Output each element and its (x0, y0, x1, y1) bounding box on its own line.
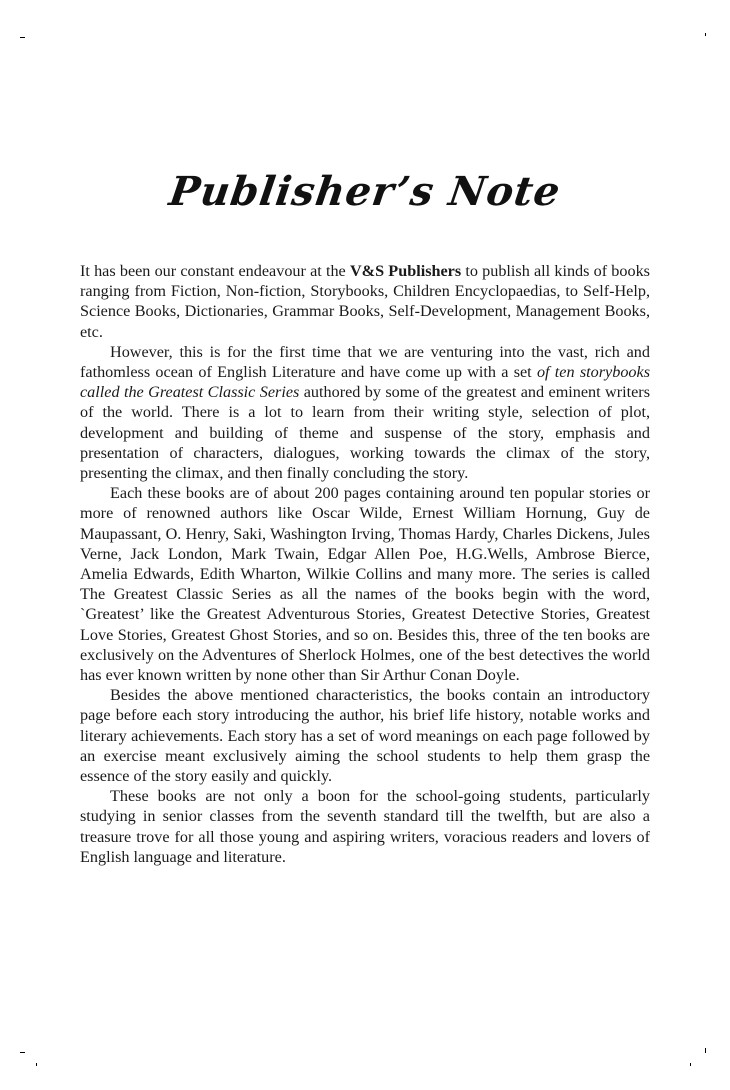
paragraph-2-text-end: authored by some of the greatest and eminent writers of the world. There is a lot to learn from their writing style, selection of plot, development and building of theme and suspense of the story, emphasis and presentation of characters, dialogues, working towards the climax of the story, presenting the climax, and then finally concluding the story. (80, 383, 651, 483)
paragraph-1 (80, 261, 650, 342)
paragraph-5: These books are not only a boon for the school-going students, particularly studying in senior classes from the seventh standard till the twelfth, but are also a treasure trove for all those young and aspiring writers, voracious readers and lovers of English language and literature. (80, 787, 650, 866)
crop-mark-bottom-right-tick (690, 1063, 691, 1066)
note-body (80, 261, 650, 867)
publisher-name: V&S Publishers (349, 262, 462, 280)
page-title: Publisher’s Note (166, 168, 564, 215)
crop-mark-bottom-left-tick (36, 1063, 37, 1066)
crop-mark-top-left (20, 37, 25, 38)
paragraph-1-text-start: It has been our constant endeavour at the (80, 262, 350, 280)
series-description: of ten storybooks called the Greatest Classic Series (80, 363, 650, 402)
crop-mark-top-right (705, 33, 706, 36)
paragraph-1-text-end: to publish all kinds of books ranging from Fiction, Non-fiction, Storybooks, Children Encyclopaedias, to Self-Help, Science Books, Dictionaries, Grammar Books, Self-Development, Management Books, etc. (80, 262, 650, 341)
crop-mark-bottom-right (705, 1048, 706, 1053)
paragraph-2 (80, 342, 650, 483)
paragraph-4: Besides the above mentioned characteristics, the books contain an introductory page before each story introducing the author, his brief life history, notable works and literary achievements. Each story has a set of word meanings on each page followed by an exercise meant exclusively aiming the school students to help them grasp the essence of the story easily and quickly. (80, 686, 650, 786)
paragraph-2-text-start: However, this is for the first time that we are venturing into the vast, rich and fathomless ocean of English Literature and have come up with a set (80, 342, 650, 382)
crop-mark-bottom-left (20, 1052, 25, 1053)
paragraph-3: Each these books are of about 200 pages containing around ten popular stories or more of renowned authors like Oscar Wilde, Ernest William Hornung, Guy de Maupassant, O. Henry, Saki, Washington Irving, Thomas Hardy, Charles Dickens, Jules Verne, Jack London, Mark Twain, Edgar Allen Poe, H.G.Wells, Ambrose Bierce, Amelia Edwards, Edith Wharton, Wilkie Collins and many more. The series is called The Greatest Classic Series as all the names of the books begin with the word, `Greatest’ like the Greatest Adventurous Stories, Greatest Detective Stories, Greatest Love Stories, Greatest Ghost Stories, and so on. Besides this, three of the ten books are exclusively on the Adventures of Sherlock Holmes, one of the best detectives the world has ever known written by none other than Sir Arthur Conan Doyle. (80, 484, 650, 685)
